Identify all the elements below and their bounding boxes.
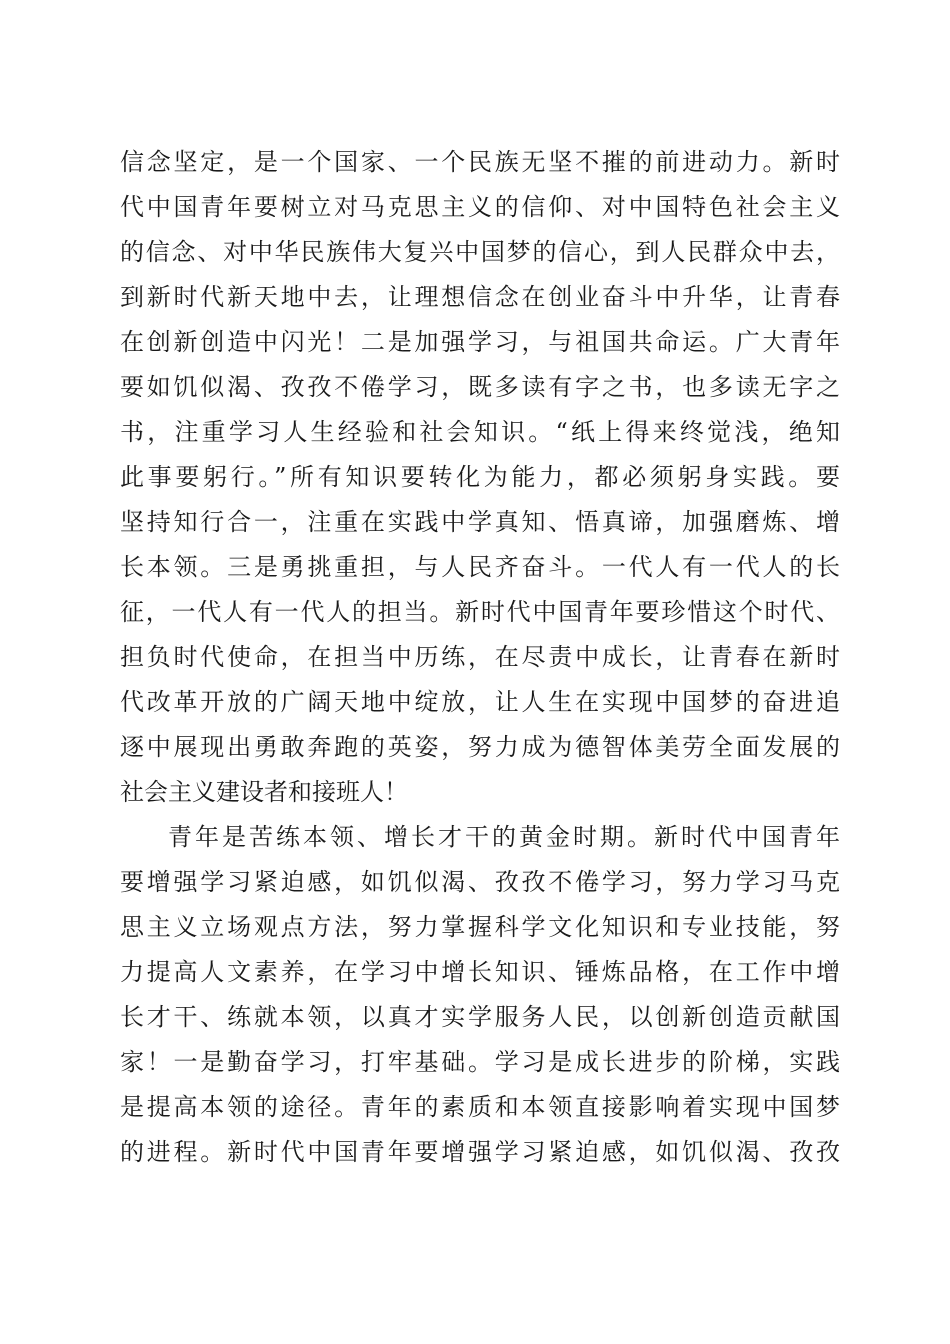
text-line: 长才干、练就本领，以真才实学服务人民，以创新创造贡献国 bbox=[120, 1003, 840, 1031]
text-line: 思主义立场观点方法，努力掌握科学文化知识和专业技能，努 bbox=[120, 913, 840, 941]
text-line: 担负时代使命，在担当中历练，在尽责中成长，让青春在新时 bbox=[120, 643, 840, 671]
text-line: 书，注重学习人生经验和社会知识。“纸上得来终觉浅，绝知 bbox=[120, 418, 840, 446]
text-line: 要增强学习紧迫感，如饥似渴、孜孜不倦学习，努力学习马克 bbox=[120, 868, 840, 896]
text-line: 信念坚定，是一个国家、一个民族无坚不摧的前进动力。新时 bbox=[120, 148, 840, 176]
text-line: 长本领。三是勇挑重担，与人民齐奋斗。一代人有一代人的长 bbox=[120, 553, 840, 581]
paragraph-2 bbox=[120, 815, 840, 1175]
text-line: 代改革开放的广阔天地中绽放，让人生在实现中国梦的奋进追 bbox=[120, 688, 840, 716]
body-text bbox=[120, 140, 840, 1175]
text-line: 到新时代新天地中去，让理想信念在创业奋斗中升华，让青春 bbox=[120, 283, 840, 311]
text-line: 的进程。新时代中国青年要增强学习紧迫感，如饥似渴、孜孜 bbox=[120, 1138, 840, 1166]
text-line: 家！一是勤奋学习，打牢基础。学习是成长进步的阶梯，实践 bbox=[120, 1048, 840, 1076]
text-line: 坚持知行合一，注重在实践中学真知、悟真谛，加强磨炼、增 bbox=[120, 508, 840, 536]
text-line: 要如饥似渴、孜孜不倦学习，既多读有字之书，也多读无字之 bbox=[120, 373, 840, 401]
text-line: 代中国青年要树立对马克思主义的信仰、对中国特色社会主义 bbox=[120, 193, 840, 221]
text-line: 逐中展现出勇敢奔跑的英姿，努力成为德智体美劳全面发展的 bbox=[120, 733, 840, 761]
text-line: 力提高人文素养，在学习中增长知识、锤炼品格，在工作中增 bbox=[120, 958, 840, 986]
text-line: 社会主义建设者和接班人！ bbox=[120, 778, 408, 806]
paragraph-1 bbox=[120, 140, 840, 815]
text-line: 在创新创造中闪光！二是加强学习，与祖国共命运。广大青年 bbox=[120, 328, 840, 356]
text-line: 征，一代人有一代人的担当。新时代中国青年要珍惜这个时代、 bbox=[120, 598, 840, 626]
text-line: 此事要躬行。”所有知识要转化为能力，都必须躬身实践。要 bbox=[120, 463, 840, 491]
text-line: 的信念、对中华民族伟大复兴中国梦的信心，到人民群众中去， bbox=[120, 238, 840, 266]
text-line: 是提高本领的途径。青年的素质和本领直接影响着实现中国梦 bbox=[120, 1093, 840, 1121]
text-line: 青年是苦练本领、增长才干的黄金时期。新时代中国青年 bbox=[168, 823, 840, 851]
